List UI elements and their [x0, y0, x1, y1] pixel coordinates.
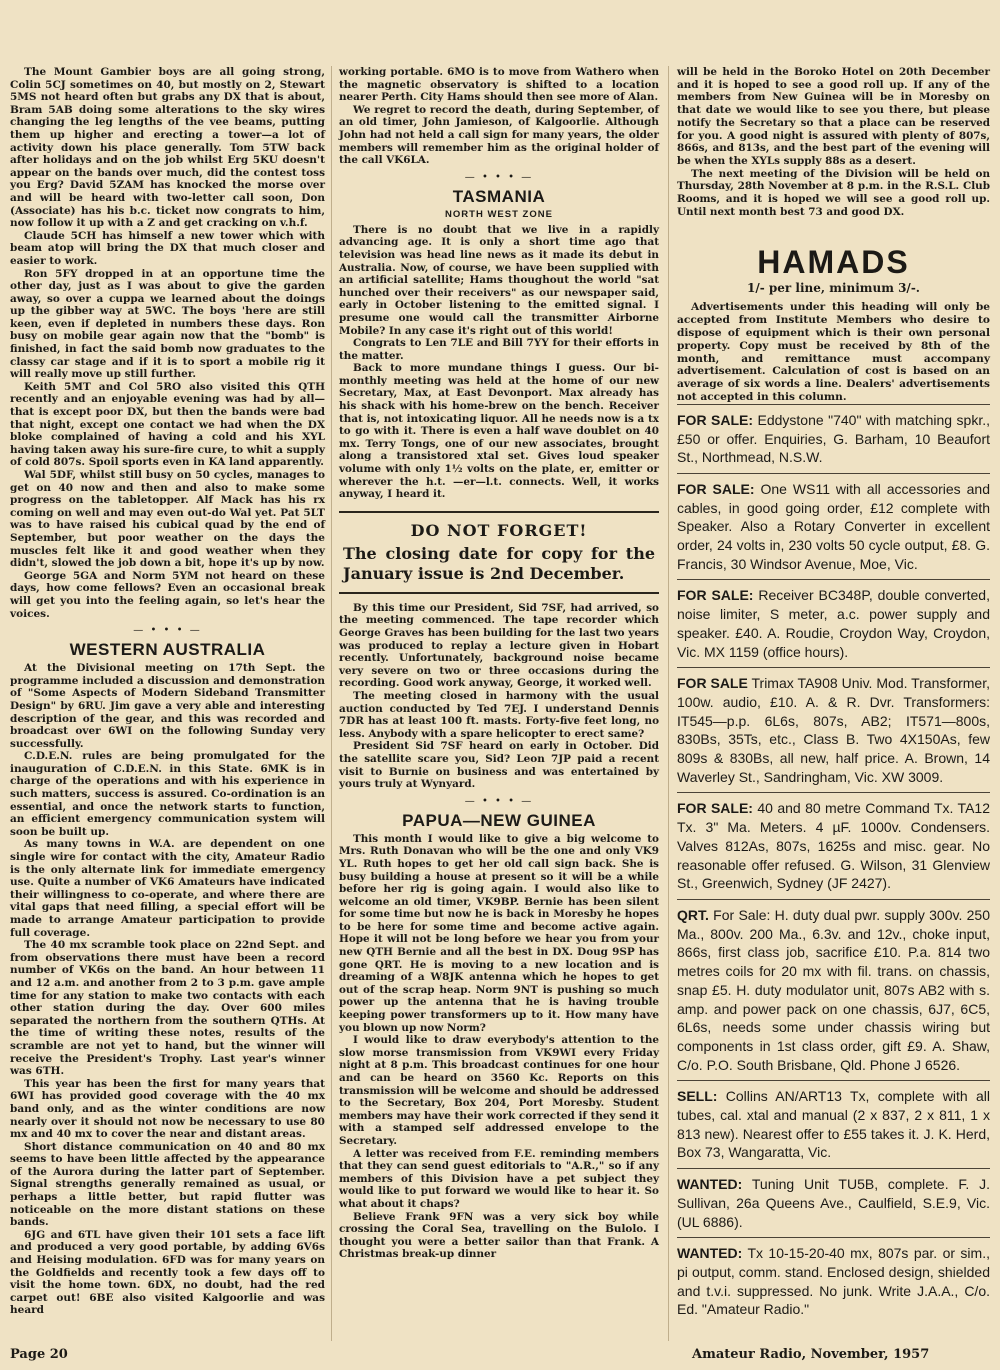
paragraph: The 40 mx scramble took place on 22nd Sept. and from observations there must have been a record number of VK6s on the band. An hour between 11 and 12 a.m. and another from 2 to 3 p.m. gave ample time for any station to make two contacts with each other station during the day. Over 600 miles separated the northern from the southern QTHs. At the time of writing these notes, results of the scramble are not yet to hand, but the winner will receive the President's Trophy. Last year's winner was 6TH. [10, 939, 325, 1078]
section-heading-tasmania: TASMANIA [452, 186, 546, 206]
paragraph: There is no doubt that we live in a rapidly advancing age. It is only a short time ago that television was head line news as it made its debut in Australia. Now, of course, we have been supplied with an artificial satellite; Hams thoughout the world "sat hunched over their receivers" as our newspaper said, early in October listening to the emitted signal. I presume one would call the transmitter Airborne Mobile? In any case it's right out of this world! [339, 223, 659, 337]
paragraph: will be held in the Boroko Hotel on 20th December and it is hoped to see a good roll up. If any of the members from New Guinea will be in Moresby on that date we would like to see you there, but please notify the Secretary so that a place can be reserved for you. A good night is assured with plenty of 807s, 866s, and 813s, and the best part of the evening will be when the XYLs supply 88s as a desert. [677, 66, 990, 167]
png-continued [677, 66, 990, 218]
column-rule [668, 66, 669, 1341]
paragraph: At the Divisional meeting on 17th Sept. the programme included a discussion and demonstration of "Some Aspects of Modern Sideband Transmitter Design" by 6RU. Jim gave a very able and interesting description of the gear, and this was recorded and broadcast over 6WI on the following Sunday very successfully. [10, 662, 325, 750]
section-separator [10, 625, 325, 636]
paragraph: Short distance communication on 40 and 80 mx seems to have been little affected by the appearance of the Aurora during the latter part of September. Signal strengths generally remained as usual, or perhaps a little better, but rapid flutter was noticeable on the more distant stations on these bands. [10, 1140, 325, 1229]
ad-text: Collins AN/ART13 Tx, complete with all tubes, cal. xtal and manual (2 x 837, 2 x 811, 1 x 813 new). Nearest offer to £55 takes it. J. K. Herd, Box 73, Wangaratta, Vic. [677, 1088, 990, 1161]
section-subheading: NORTH WEST ZONE [445, 208, 553, 220]
ad-text: Trimax TA908 Univ. Mod. Transformer, 100w. audio, £10. A. & R. Dvr. Transformers: IT545—p.p. 6L6s, 807s, AB2; IT571—800s, 830Bs, 35Ts, etc., Class B. Two 4X150As, few 809s & 830Bs, all new, half price. A. Brown, 14 Waverley St., Sandringham, Vic. XW 3009. [677, 675, 991, 785]
paragraph: By this time our President, Sid 7SF, had arrived, so the meeting commenced. The tape recorder which George Graves has been building for the last two years was produced to replay a lecture given in Hobart recently. Unfortunately, background noise became very severe on two or three occasions during the recording. Good work anyway, George, it worked well. [339, 601, 659, 690]
ad-keyword: FOR SALE: [677, 411, 754, 428]
ad-text: Tuning Unit TU5B, complete. F. J. Sullivan, 26a Queens Ave., Caulfield, S.E.9, Vic. (UL 6886). [677, 1176, 990, 1230]
paragraph: working portable. 6MO is to move from Wathero when the magnetic observatory is shifted to a location nearer Perth. City Hams should then see more of Alan. [339, 66, 659, 104]
ad-keyword: FOR SALE: [677, 800, 753, 817]
ad-text: Receiver BC348P, double converted, noise limiter, S meter, a.c. power supply and speaker. £40. A. Roudie, Croydon Way, Croydon, Vic. MX 1159 (office hours). [677, 587, 990, 660]
paragraph: Congrats to Len 7LE and Bill 7YY for their efforts in the matter. [339, 337, 659, 362]
ad-keyword: FOR SALE: [677, 587, 754, 604]
paragraph: This year has been the first for many years that 6WI has provided good coverage with the 40 mx band only, and as the winter conditions are now nearly over it should not now be necessary to use 80 mx and 40 mx to cover the near and distant areas. [10, 1077, 325, 1141]
ad-keyword: FOR SALE: [677, 480, 755, 497]
hamads-conditions: Advertisements under this heading will only be accepted from Institute Members who desire to dispose of equipment which is their own personal property. Copy must be received by 8th of the month, and remittance must accompany advertisement. Calculation of cost is based on an average of six words a line. Dealers' advertisements not accepted in this column. [677, 301, 990, 404]
classified-ad [677, 792, 990, 899]
ad-text: Tx 10-15-20-40 mx, 807s par. or sim., pi output, comm. stand. Enclosed design, shielded and t.v.i. suppressed. No junk. Write J.A.A., C/o. Ed. "Amateur Radio." [677, 1245, 990, 1318]
page-number: Page 20 [10, 1347, 68, 1362]
ad-keyword: WANTED: [677, 1245, 743, 1262]
section-separator [339, 172, 659, 183]
paragraph: We regret to record the death, during September, of an old timer, John Jamieson, of Kalgoorlie. Although John had not held a call sign for many years, the older members will remember him as the original holder of the call VK6LA. [339, 103, 659, 167]
ad-text: Eddystone "740" with matching spkr., £50 or offer. Enquiries, G. Barham, 10 Beaufort St., Northmead, N.S.W. [677, 411, 990, 466]
paragraph: I would like to draw everybody's attention to the slow morse transmission from VK9WI every Friday night at 8 p.m. This broadcast continues for one hour and can be heard on 3560 Kc. Reports on this transmission will be welcome and should be addressed to the Secretary, Box 204, Port Moresby. Student members may have their work corrected if they send it with a stamped self addressed envelope to the Secretary. [339, 1034, 659, 1147]
paragraph: Believe Frank 9FN was a very sick boy while crossing the Coral Sea, travelling on the Bulolo. I thought you were a better sailor than that Frank. A Christmas break-up dinner [339, 1210, 659, 1261]
section-heading-papua-new-guinea: PAPUA—NEW GUINEA [402, 810, 596, 830]
classified-ad [677, 899, 990, 1080]
classified-ad [677, 1237, 990, 1325]
deadline-notice [339, 511, 659, 594]
classified-ad [677, 579, 990, 667]
classified-ad [677, 473, 990, 580]
paragraph: President Sid 7SF heard on early in October. Did the satellite scare you, Sid? Leon 7JP paid a recent visit to Burnie on business and was entertained by yours truly at Wynyard. [339, 740, 659, 791]
paragraph: This month I would like to give a big welcome to Mrs. Ruth Donavan who will be the one and only VK9 YL. Ruth hopes to get her old call sign back. She is busy building a house at present so it will be a while before her rig is going again. I would also like to welcome an old timer, VK9BP. Bernie has been silent for some time but now he is back in Moresby he hopes to be here for some time and become active again. Hope it will not be long before we hear you from your new QTH Bernie and all the best in DX. Doug 9SP has gone QRT. He is moving to a new location and is dreaming of a W8JK antenna which he hopes to get out of the scrap heap. Norm 9NT is pushing so much power up the antenna that he is having trouble keeping power transformers up to it. How many have you blown up now Norm? [339, 832, 659, 1034]
ad-keyword: WANTED: [677, 1176, 743, 1193]
paragraph: Claude 5CH has himself a new tower which with beam atop will bring the DX that much closer and easier to work. [10, 229, 325, 267]
column-rule [331, 66, 332, 1341]
notice-title: DO NOT FORGET! [410, 520, 588, 540]
ad-keyword: QRT. [677, 906, 709, 923]
column-2 [339, 66, 659, 1261]
classified-ad [677, 404, 990, 473]
ad-text: One WS11 with all accessories and cables, in good going order, £12 complete with Speaker. Also a Rotary Converter in excellent order, 24 volts in, 230 volts 50 cycle output, £8. G. Francis, 30 Windsor Avenue, Moe, Vic. [677, 480, 990, 572]
column-3 [677, 66, 990, 1325]
classified-ad [677, 667, 990, 792]
paragraph: A letter was received from F.E. reminding members that they can send guest editorials to "A.R.," so if any members of this Division have a pet subject they would like to put forward we would like to hear it. So what about it chaps? [339, 1147, 659, 1210]
paragraph: The Mount Gambier boys are all going strong, Colin 5CJ sometimes on 40, but mostly on 2, Stewart 5MS not heard often but grabs any DX that is about, Bram 5AB doing some alterations to the sky wires changing the leg lengths of the vee beams, putting them up higher and erecting a tower—a lot of activity down his place generally. Tom 5TW back after holidays and on the job whilst Erg 5KU doesn't appear on the bands over much, did the contest toss you Erg? David 5ZAM has knocked the morse over and will be heard with two-letter call soon, Don (Associate) has his b.c. ticket now congrats to him, now follow it up with a Z and get cracking on v.h.f. [10, 66, 325, 230]
classified-ad [677, 1080, 990, 1168]
ad-text: For Sale: H. duty dual pwr. supply 300v. 250 Ma., 800v. 200 Ma., 6.3v. and 12v., choke input, 866s, first class job, sacrifice £10. P.a. 814 two metres coils for 20 mx with fil. trans. on chassis, snap £5. H. duty modulator unit, 807s AB2 with s. amp. and power pack on one chassis, 6J7, 6C5, 6L6s, needs some under chassis wiring but components in 1st class order, gift £9. A. Shaw, C/o. P.O. South Brisbane, Qld. Phone J 6526. [677, 906, 990, 1073]
paragraph: Keith 5MT and Col 5RO also visited this QTH recently and an enjoyable evening was had by all—that is except poor DX, but then the bands were bad that night, except one contact we had when the DX bloke complained of having a cold and his XYL having taken away his sure-fire cure, to whit a supply of cold 807s. Spoil sports even in KA land apparently. [10, 380, 325, 469]
section-separator [339, 796, 659, 807]
classified-ad [677, 1168, 990, 1237]
paragraph: 6JG and 6TL have given their 101 sets a face lift and produced a very good portable, by adding 6V6s and Heising modulation. 6FD was for many years on the Goldfields and recently took a few days off to visit the home town. 6DX, no doubt, had the red carpet out! 6BE also visited Kalgoorlie and was heard [10, 1228, 325, 1317]
paragraph: As many towns in W.A. are dependent on one single wire for contact with the city, Amateur Radio is the only alternate link for immediate emergency use. Quite a number of VK6 Amateurs have indicated their willingness to co-operate, and where there are vital gaps that need filling, a special effort will be made to arrange Amateur participation to provide full coverage. [10, 838, 325, 939]
paragraph: The next meeting of the Division will be held on Thursday, 28th November at 8 p.m. in the R.S.L. Club Rooms, and it is hoped we will see a good roll up. Until next month best 73 and good DX. [677, 167, 990, 218]
paragraph: Back to more mundane things I guess. Our bi-monthly meeting was held at the home of our new Secretary, Max, at East Devonport. Max already has his shack with his home-brew on the bench. Receiver that is, not intoxicating liquor. All he needs now is a tx to go with it. There is even a half wave doublet on 40 mx. Terry Tongs, one of our new associates, brought along a transistored xtal set. Gives loud speaker volume with only 1½ volts on the plate, er, emitter or wherever the h.t. —er—l.t. connects. Well, it works anyway, I heard it. [339, 362, 659, 501]
hamads-rate: 1/- per line, minimum 3/-. [747, 281, 920, 296]
paragraph: Wal 5DF, whilst still busy on 50 cycles, manages to get on 40 now and then and also to make some progress on the tabletopper. Alf Mack has his rx coming on well and may even out-do Wal yet. Pat 5LT was to have raised his cubical quad by the end of September, but poor weather on the days the muscles felt like it and good weather when they didn't, slowed the job down a bit, hope it's up by now. [10, 469, 325, 570]
ad-text: 40 and 80 metre Command Tx. TA12 Tx. 3" Ma. Meters. 4 µF. 1000v. Condensers. Valves 812As, 807s, 1625s and misc. gear. No reasonable offer refused. G. Wilson, 31 Glenview St., Greenwich, Sydney (JF 2427). [677, 800, 990, 892]
ad-keyword: SELL: [677, 1088, 718, 1105]
paragraph: The meeting closed in harmony with the usual auction conducted by Ted 7EJ. I understand Dennis 7DR has at least 100 ft. masts. Forty-five feet long, no less. Anybody with a spare helicopter to erect same? [339, 689, 659, 740]
issue-line: Amateur Radio, November, 1957 [692, 1347, 930, 1362]
section-heading-western-australia: WESTERN AUSTRALIA [69, 640, 266, 660]
notice-body: The closing date for copy for the January issue is 2nd December. [343, 543, 655, 583]
paragraph: C.D.E.N. rules are being promulgated for the inauguration of C.D.E.N. in this State. 6MK is in charge of the operations and with his experience in such matters, success is assured. Co-ordination is an essential, and once the network starts to function, an efficient emergency communication system will soon be built up. [10, 750, 325, 838]
column-1 [10, 66, 325, 1317]
ad-keyword: FOR SALE [677, 675, 748, 692]
hamads-heading: HAMADS [757, 244, 910, 281]
paragraph: Ron 5FY dropped in at an opportune time the other day, just as I was about to give the garden away, so over a cuppa we learned about the doings up the gibber way at 5WC. The boys 'here are still keen, even if depleted in numbers these days. Ron busy on mobile gear again now that the "bomb" is finished, in fact the said bomb now graduates to the classy car stage and if it is to sport a mobile rig it will really move up still further. [10, 267, 325, 381]
paragraph: George 5GA and Norm 5YM not heard on these days, how come fellows? Even an occasional break will get you into the feeling again, so let's hear the voices. [10, 569, 325, 620]
